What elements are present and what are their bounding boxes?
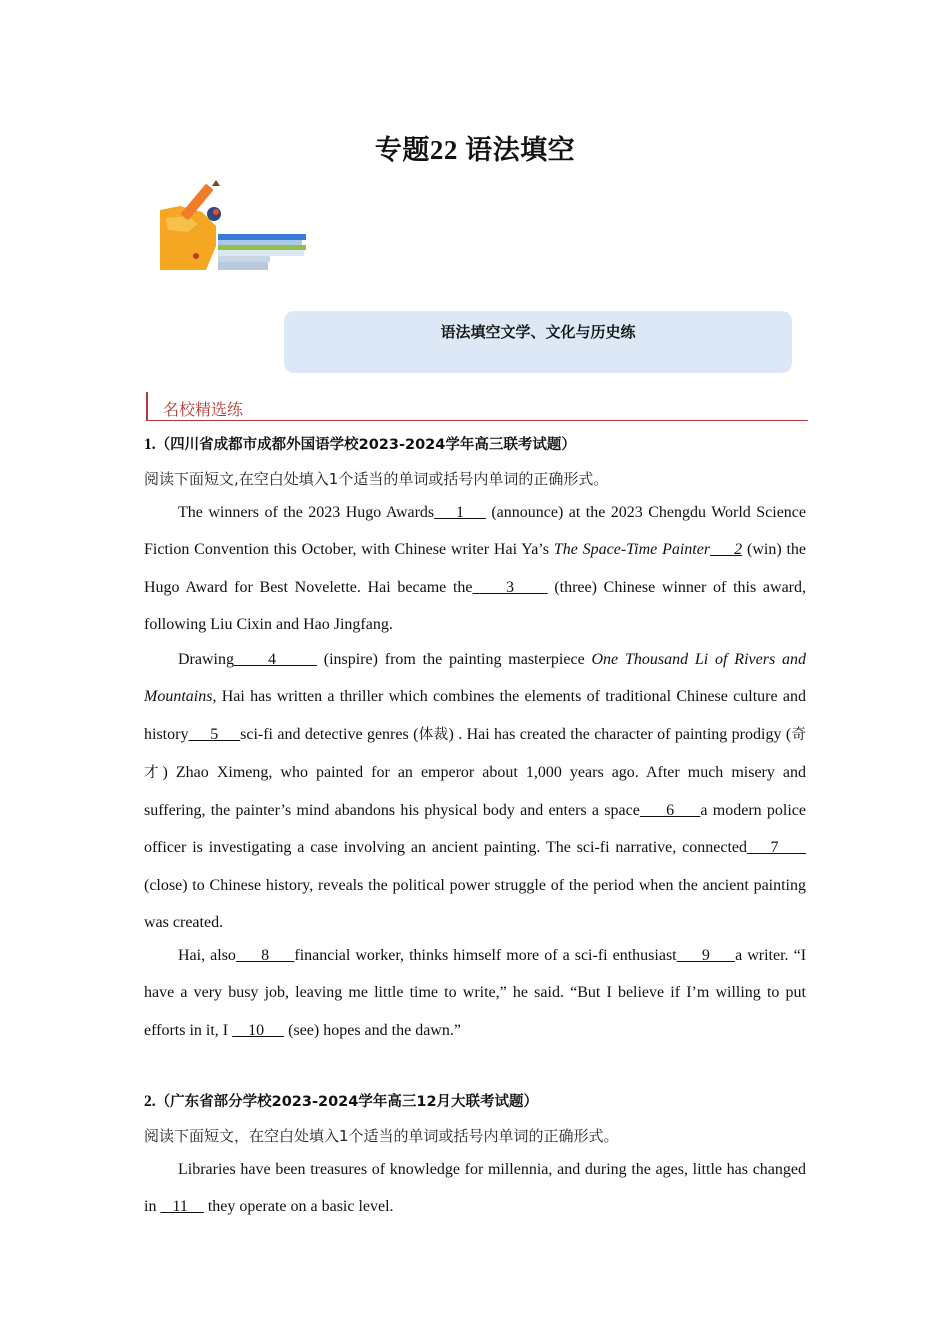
question-2-instruction: 阅读下面短文，在空白处填入1个适当的单词或括号内单词的正确形式。	[144, 1127, 619, 1145]
text-run: (three) Chinese winner of this award, following Liu Cixin and Hao Jingfang.	[144, 578, 807, 633]
text-run: they operate on a basic level.	[203, 1198, 394, 1216]
blank-6[interactable]: 6	[639, 802, 701, 820]
page-title: 专题22 语法填空	[374, 135, 576, 165]
text-run: Hai, also	[178, 947, 236, 964]
blank-8[interactable]: 8	[235, 947, 295, 964]
chinese-gloss: 体裁	[418, 726, 449, 743]
section-label: 名校精选练	[163, 400, 244, 419]
question-1-number: 1.	[144, 436, 156, 453]
blank-5[interactable]: 5	[188, 725, 241, 743]
text-run: ) . Hai has created the character of painting prodigy (	[448, 725, 792, 743]
text-run: (win) the Hugo Award for Best Novelette. Hai became the	[144, 541, 807, 596]
question-1-source: （四川省成都市成都外国语学校2023-2024学年高三联考试题）	[155, 437, 576, 453]
question-1-header	[144, 433, 806, 454]
question-1-paragraph-1	[144, 494, 806, 643]
question-2-number: 2.	[144, 1093, 156, 1110]
question-1-paragraph-2	[144, 641, 806, 941]
text-run: (close) to Chinese history, reveals the political power struggle of the period when the ancient painting was created.	[144, 876, 806, 932]
topic-banner	[284, 311, 792, 373]
text-run: ) Zhao Ximeng, who painted for an emperor about 1,000 years ago. After much misery and suffering, the painter’s mind abandons his physical body and enters a space	[144, 763, 807, 820]
text-run: , Hai has written a thriller which combines the elements of traditional Chinese culture and history	[144, 688, 806, 743]
section-header	[146, 392, 808, 421]
italic-title: One Thousand Li of Rivers and Mountains	[144, 651, 806, 706]
blank-7[interactable]: 7	[747, 839, 806, 857]
text-run: (inspire) from the painting masterpiece	[316, 651, 592, 668]
text-run: (announce) at the 2023 Chengdu World Science Fiction Convention this October, with Chinese writer Hai Ya’s	[144, 504, 807, 559]
text-run: financial worker, thinks himself more of a sci-fi enthusiast	[294, 947, 677, 964]
question-2-paragraph-1	[144, 1151, 806, 1226]
text-run: The winners of the 2023 Hugo Awards	[178, 504, 435, 521]
blank-9[interactable]: 9	[676, 947, 736, 964]
text-run: sci-fi and detective genres (	[240, 725, 419, 743]
blank-3[interactable]: 3	[472, 578, 548, 596]
topic-banner-text: 语法填空文学、文化与历史练	[440, 323, 636, 341]
question-1-instruction: 阅读下面短文,在空白处填入1个适当的单词或括号内单词的正确形式。	[144, 470, 609, 488]
blank-10[interactable]: 10	[232, 1021, 285, 1039]
chinese-gloss: 奇才	[144, 726, 807, 781]
text-run: (see) hopes and the dawn.”	[284, 1021, 461, 1039]
question-2-header	[144, 1090, 806, 1111]
books-pencil-illustration	[158, 176, 308, 272]
blank-4[interactable]: 4	[233, 651, 317, 668]
blank-2[interactable]: 2	[710, 541, 743, 559]
italic-title: The Space-Time Painter	[553, 541, 711, 559]
question-1-paragraph-3	[144, 937, 806, 1049]
blank-1[interactable]: 1	[434, 504, 486, 521]
text-run: a modern police officer is investigating a case involving an ancient painting. The sci-fi narrative, connected	[144, 802, 807, 857]
text-run: a writer. “I have a very busy job, leaving me little time to write,” he said. “But I believe if I’m willing to put efforts in it, I	[144, 947, 807, 1039]
text-run: Libraries have been treasures of knowledge for millennia, and during the ages, little has changed in	[144, 1161, 806, 1216]
text-run: Drawing	[178, 651, 234, 668]
question-2-source: （广东省部分学校2023-2024学年高三12月大联考试题）	[155, 1094, 539, 1110]
blank-11[interactable]: 11	[160, 1198, 204, 1216]
